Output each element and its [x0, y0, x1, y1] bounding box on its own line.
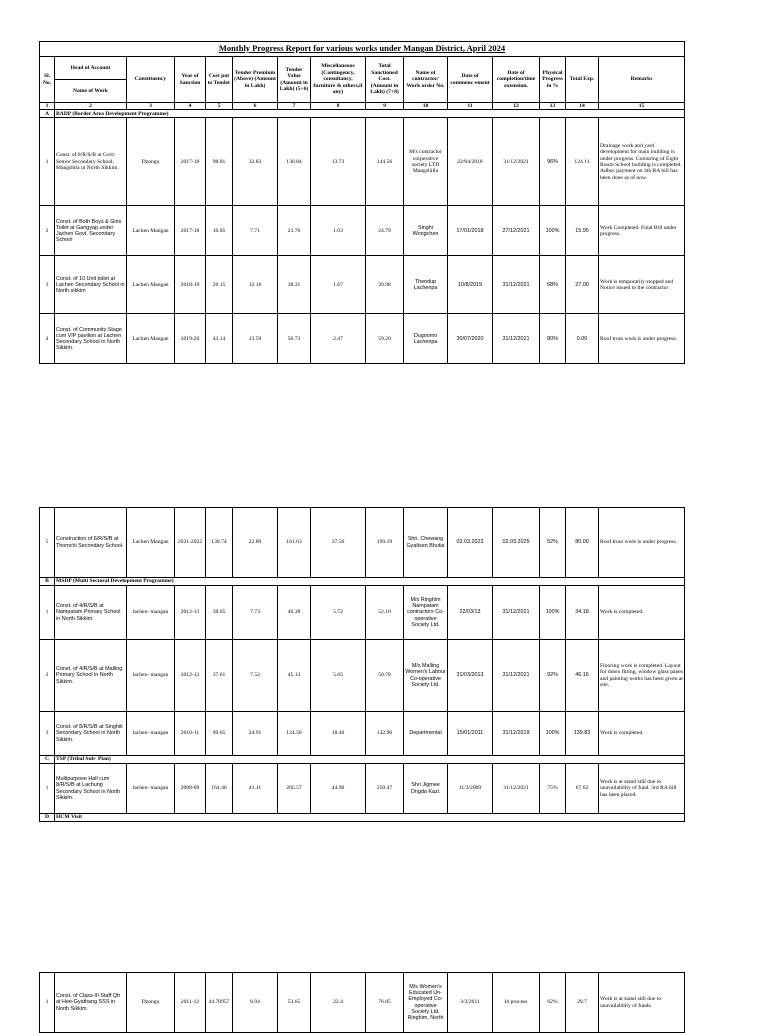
- col-header-year: Year of Sanction: [175, 57, 206, 103]
- cell-cost: 38.65: [206, 586, 233, 640]
- col-header-physical: Physical Progress in %: [540, 57, 566, 103]
- col-header-premium: Tender Premium (Above) (Amount in Lakh): [233, 57, 278, 103]
- cell-sl: 1: [40, 973, 55, 1033]
- col-header-remarks: Remarks: [599, 57, 685, 103]
- cell-work: Const. of Class-III Staff Qtr at Hee-Gyathang SSS in North Sikkim.: [55, 973, 127, 1033]
- progress-table-page-1: [39, 41, 685, 364]
- section-title: BADP (Border Area Development Programme): [55, 110, 685, 118]
- cell-premium: 7.52: [233, 640, 278, 712]
- col-index: 14: [566, 103, 599, 110]
- cell-premium: 8.94: [233, 973, 278, 1033]
- cell-misc: 2.47: [311, 314, 366, 364]
- section-letter: A: [40, 110, 55, 118]
- cell-total-cost: 39.98: [366, 256, 404, 314]
- progress-table-page-2: [39, 507, 685, 822]
- cell-total-cost: 76.05: [366, 973, 404, 1033]
- cell-total-cost: 144.56: [366, 118, 404, 206]
- cell-completion: 31/12/2021: [493, 118, 540, 206]
- col-header-total-exp: Total Exp.: [566, 57, 599, 103]
- cell-total-exp: 29.7: [566, 973, 599, 1033]
- cell-work: Const. of Both Boys & Girls Toilet at Gangyap under Jachen Govt. Secondary School: [55, 206, 127, 256]
- cell-tender-value: 205.57: [278, 764, 311, 814]
- col-index: 6: [233, 103, 278, 110]
- section-title: TSP (Tribal Sub- Plan): [55, 756, 685, 764]
- cell-work: Const. of 4/R/S/B at Malling Primary School in North Sikkim.: [55, 640, 127, 712]
- table-row: [40, 508, 685, 578]
- cell-physical: 68%: [540, 256, 566, 314]
- section-letter: B: [40, 578, 55, 586]
- col-index: 5: [206, 103, 233, 110]
- col-index: 9: [366, 103, 404, 110]
- cell-total-exp: 124.11: [566, 118, 599, 206]
- cell-remarks: Work is temporarily stopped and Notice issued to the contractor: [599, 256, 685, 314]
- cell-physical: 80%: [540, 314, 566, 364]
- cell-completion: 31/12/2021: [493, 314, 540, 364]
- section-letter: D: [40, 814, 55, 822]
- cell-cost: 164.46: [206, 764, 233, 814]
- cell-sl: 1: [40, 118, 55, 206]
- table-row: [40, 256, 685, 314]
- cell-completion: 31/12/2019: [493, 712, 540, 756]
- cell-commencement: 15/01/2011: [448, 712, 493, 756]
- cell-year: 2008-09: [175, 764, 206, 814]
- table-row: [40, 206, 685, 256]
- cell-misc: 37.56: [311, 508, 366, 578]
- cell-commencement: 10/8/2019: [448, 256, 493, 314]
- cell-remarks: Roof truss work is under progress.: [599, 314, 685, 364]
- cell-remarks: Work is at stand still due to unavailability of funds.: [599, 973, 685, 1033]
- cell-remarks: Drainage work and yard development for main building is under progress. Colouring of Eight Room School building is completed. Adhoc payment on 4th RA bill has been done as of now.: [599, 118, 685, 206]
- cell-total-cost: 59.20: [366, 314, 404, 364]
- col-header-head-of-account: Head of Account: [55, 57, 127, 80]
- cell-year: 2011-12: [175, 973, 206, 1033]
- cell-commencement: 31/03/2013: [448, 640, 493, 712]
- cell-contractor: Singhi Wongchen: [404, 206, 448, 256]
- cell-total-cost: 250.47: [366, 764, 404, 814]
- cell-commencement: 30/07/2020: [448, 314, 493, 364]
- cell-sl: 4: [40, 314, 55, 364]
- cell-year: 2019-20: [175, 314, 206, 364]
- cell-physical: 75%: [540, 764, 566, 814]
- cell-contractor: M/s contractor corperative society LTD Mangshilla: [404, 118, 448, 206]
- col-index: 15: [599, 103, 685, 110]
- cell-contractor: M/s Malling Women's Labour Co-operative Society Ltd.: [404, 640, 448, 712]
- cell-physical: 100%: [540, 712, 566, 756]
- cell-total-exp: 0.00: [566, 314, 599, 364]
- cell-tender-value: 124.56: [278, 712, 311, 756]
- cell-premium: 41.11: [233, 764, 278, 814]
- col-index: 13: [540, 103, 566, 110]
- cell-completion: 31/12/2021: [493, 256, 540, 314]
- cell-sl: 2: [40, 206, 55, 256]
- col-index: 4: [175, 103, 206, 110]
- cell-sl: 3: [40, 712, 55, 756]
- cell-total-exp: 34.18: [566, 586, 599, 640]
- cell-physical: 62%: [540, 973, 566, 1033]
- col-index: 8: [311, 103, 366, 110]
- cell-sl: 2: [40, 640, 55, 712]
- cell-remarks: Flooring work is completed. Layout for doors fitting, window glass panes and painting works has been given at site.: [599, 640, 685, 712]
- cell-year: 2017-18: [175, 206, 206, 256]
- col-index: 3: [127, 103, 175, 110]
- cell-year: 2018-19: [175, 256, 206, 314]
- cell-sl: 1: [40, 586, 55, 640]
- cell-sl: 1: [40, 764, 55, 814]
- col-header-completion: Date of completion/time extension.: [493, 57, 540, 103]
- cell-completion: In process: [493, 973, 540, 1033]
- col-header-name-of-work: Name of Work: [55, 80, 127, 103]
- cell-cost: 99.65: [206, 712, 233, 756]
- cell-remarks: Work is at stand still due to unavailability of fund. 3rd RA bill has been placed.: [599, 764, 685, 814]
- cell-premium: 7.71: [233, 206, 278, 256]
- cell-work: Const. of 8/R/S/B at Singhik Secondary School in North Sikkim.: [55, 712, 127, 756]
- cell-total-exp: 139.83: [566, 712, 599, 756]
- col-header-misc: Miscellaneous (Contingency, consultancy, furniture & others,if any): [311, 57, 366, 103]
- cell-work: Const. of 4/R/S/B at Nampatam Primary School in North Sikkim.: [55, 586, 127, 640]
- cell-premium: 22.89: [233, 508, 278, 578]
- cell-total-exp: 15.95: [566, 206, 599, 256]
- cell-year: 2010-11: [175, 712, 206, 756]
- table-row: [40, 586, 685, 640]
- cell-commencement: 11/3/2009: [448, 764, 493, 814]
- cell-total-cost: 52.10: [366, 586, 404, 640]
- cell-total-cost: 199.19: [366, 508, 404, 578]
- cell-physical: 96%: [540, 118, 566, 206]
- section-title: HCM Visit: [55, 814, 685, 822]
- cell-constituency: Lachen Mangan: [127, 508, 175, 578]
- cell-cost: 98.01: [206, 118, 233, 206]
- cell-constituency: lachen- mangan: [127, 640, 175, 712]
- cell-cost: 37.61: [206, 640, 233, 712]
- cell-misc: 22.4: [311, 973, 366, 1033]
- cell-premium: 12.16: [233, 256, 278, 314]
- col-index: 1: [40, 103, 55, 110]
- cell-sl: 3: [40, 256, 55, 314]
- cell-constituency: Lachen Mangan: [127, 206, 175, 256]
- cell-cost: 16.05: [206, 206, 233, 256]
- col-index: 2: [55, 103, 127, 110]
- cell-commencement: 03.03.2023: [448, 508, 493, 578]
- cell-tender-value: 130.84: [278, 118, 311, 206]
- cell-commencement: 17/01/2018: [448, 206, 493, 256]
- col-index: 10: [404, 103, 448, 110]
- cell-constituency: lachen- mangan: [127, 764, 175, 814]
- cell-constituency: Dzongu: [127, 973, 175, 1033]
- cell-remarks: Work is completed.: [599, 712, 685, 756]
- col-header-constituency: Constituency: [127, 57, 175, 103]
- cell-physical: 100%: [540, 206, 566, 256]
- cell-completion: 27/12/2021: [493, 206, 540, 256]
- cell-physical: 100%: [540, 586, 566, 640]
- cell-total-exp: 80.00: [566, 508, 599, 578]
- cell-total-exp: 27.00: [566, 256, 599, 314]
- cell-completion: 31/12/2021: [493, 586, 540, 640]
- cell-misc: 18.40: [311, 712, 366, 756]
- cell-total-cost: 50.78: [366, 640, 404, 712]
- col-header-cost: Cost put to Tender: [206, 57, 233, 103]
- col-index: 12: [493, 103, 540, 110]
- cell-cost: 43.14: [206, 314, 233, 364]
- cell-year: 2021-2022: [175, 508, 206, 578]
- cell-remarks: Work is completed.: [599, 586, 685, 640]
- table-row: [40, 764, 685, 814]
- cell-tender-value: 53.65: [278, 973, 311, 1033]
- cell-commencement: 3/3/2011: [448, 973, 493, 1033]
- cell-remarks: Work Completed. Final Bill under progress.: [599, 206, 685, 256]
- cell-contractor: M/s Ringhim Nampatam contractors Co-operative Society Ltd.: [404, 586, 448, 640]
- cell-completion: 31/12/2021: [493, 640, 540, 712]
- col-index: 7: [278, 103, 311, 110]
- col-header-sl: Sl. No.: [40, 57, 55, 103]
- cell-constituency: Lachen Mangan: [127, 314, 175, 364]
- cell-work: Construction of 6/R/S/B at Thomchi Secondary School.: [55, 508, 127, 578]
- cell-physical: 92%: [540, 640, 566, 712]
- cell-contractor: Shri Jigmee Ongda Kazi.: [404, 764, 448, 814]
- cell-premium: 24.91: [233, 712, 278, 756]
- table-row: [40, 118, 685, 206]
- cell-misc: 13.73: [311, 118, 366, 206]
- cell-total-cost: 142.96: [366, 712, 404, 756]
- cell-completion: 02.03.2025: [493, 508, 540, 578]
- section-title: MSDP (Multi Sectoral Development Programme): [55, 578, 685, 586]
- cell-premium: 13.59: [233, 314, 278, 364]
- table-row: [40, 712, 685, 756]
- cell-year: 2017-18: [175, 118, 206, 206]
- cell-remarks: Roof truss work is under progress.: [599, 508, 685, 578]
- cell-commencement: 22/04/2018: [448, 118, 493, 206]
- col-header-commencement: Date of commenc-ement: [448, 57, 493, 103]
- cell-work: Const. of 8/R/S/B at Govt. Senior Secondary School, Mangshila in North Sikkim.: [55, 118, 127, 206]
- cell-tender-value: 23.76: [278, 206, 311, 256]
- cell-misc: 5.65: [311, 640, 366, 712]
- cell-total-cost: 24.79: [366, 206, 404, 256]
- col-header-tender-value: Tender Value (Amount in Lakh) (5+6): [278, 57, 311, 103]
- cell-contractor: Thendup Lachenpa: [404, 256, 448, 314]
- cell-misc: 5.72: [311, 586, 366, 640]
- cell-work: Multipurpose Hall cum 8/R/S/B at Lachung Secondary School in North Sikkim.: [55, 764, 127, 814]
- cell-constituency: lachen- mangan: [127, 712, 175, 756]
- cell-cost: 44.70957: [206, 973, 233, 1033]
- report-title: Monthly Progress Report for various works under Mangan District, April 2024: [40, 42, 685, 57]
- cell-year: 2012-13: [175, 640, 206, 712]
- cell-commencement: 22/03/13: [448, 586, 493, 640]
- cell-premium: 32.83: [233, 118, 278, 206]
- cell-work: Const. of Community Stage cum VIP pavilion at Lachen Secondary School in North Sikkim.: [55, 314, 127, 364]
- cell-work: Const. of 10 Unit toilet at Lachen Secondary School in North sikkim: [55, 256, 127, 314]
- cell-total-exp: 46.16: [566, 640, 599, 712]
- col-index: 11: [448, 103, 493, 110]
- table-row: [40, 640, 685, 712]
- cell-cost: 26.15: [206, 256, 233, 314]
- cell-year: 2012-13: [175, 586, 206, 640]
- cell-cost: 138.74: [206, 508, 233, 578]
- cell-constituency: Lachen Mangan: [127, 256, 175, 314]
- cell-misc: 44.90: [311, 764, 366, 814]
- cell-sl: 5: [40, 508, 55, 578]
- col-header-total-cost: Total Sanctioned Cost. (Amount in Lakh) (7+8): [366, 57, 404, 103]
- cell-tender-value: 46.38: [278, 586, 311, 640]
- cell-tender-value: 56.73: [278, 314, 311, 364]
- table-row: [40, 314, 685, 364]
- cell-tender-value: 45.13: [278, 640, 311, 712]
- cell-contractor: Departmental: [404, 712, 448, 756]
- cell-contractor: Dugoomo Lachenpa: [404, 314, 448, 364]
- col-header-contractor: Name of contractor/ Work order No.: [404, 57, 448, 103]
- cell-completion: 31/12/2021: [493, 764, 540, 814]
- cell-contractor: Shri. Chewang Gyaltsen Bhutia: [404, 508, 448, 578]
- cell-premium: 7.73: [233, 586, 278, 640]
- cell-constituency: Dzongu: [127, 118, 175, 206]
- cell-tender-value: 161.63: [278, 508, 311, 578]
- cell-physical: 52%: [540, 508, 566, 578]
- cell-contractor: M/s Women's Educated Un-Employed Co-operative Society Ltd. Ringhim, North: [404, 973, 448, 1033]
- cell-tender-value: 38.31: [278, 256, 311, 314]
- cell-constituency: lachen- mangan: [127, 586, 175, 640]
- cell-misc: 1.03: [311, 206, 366, 256]
- cell-total-exp: 67.62: [566, 764, 599, 814]
- section-letter: C: [40, 756, 55, 764]
- cell-misc: 1.67: [311, 256, 366, 314]
